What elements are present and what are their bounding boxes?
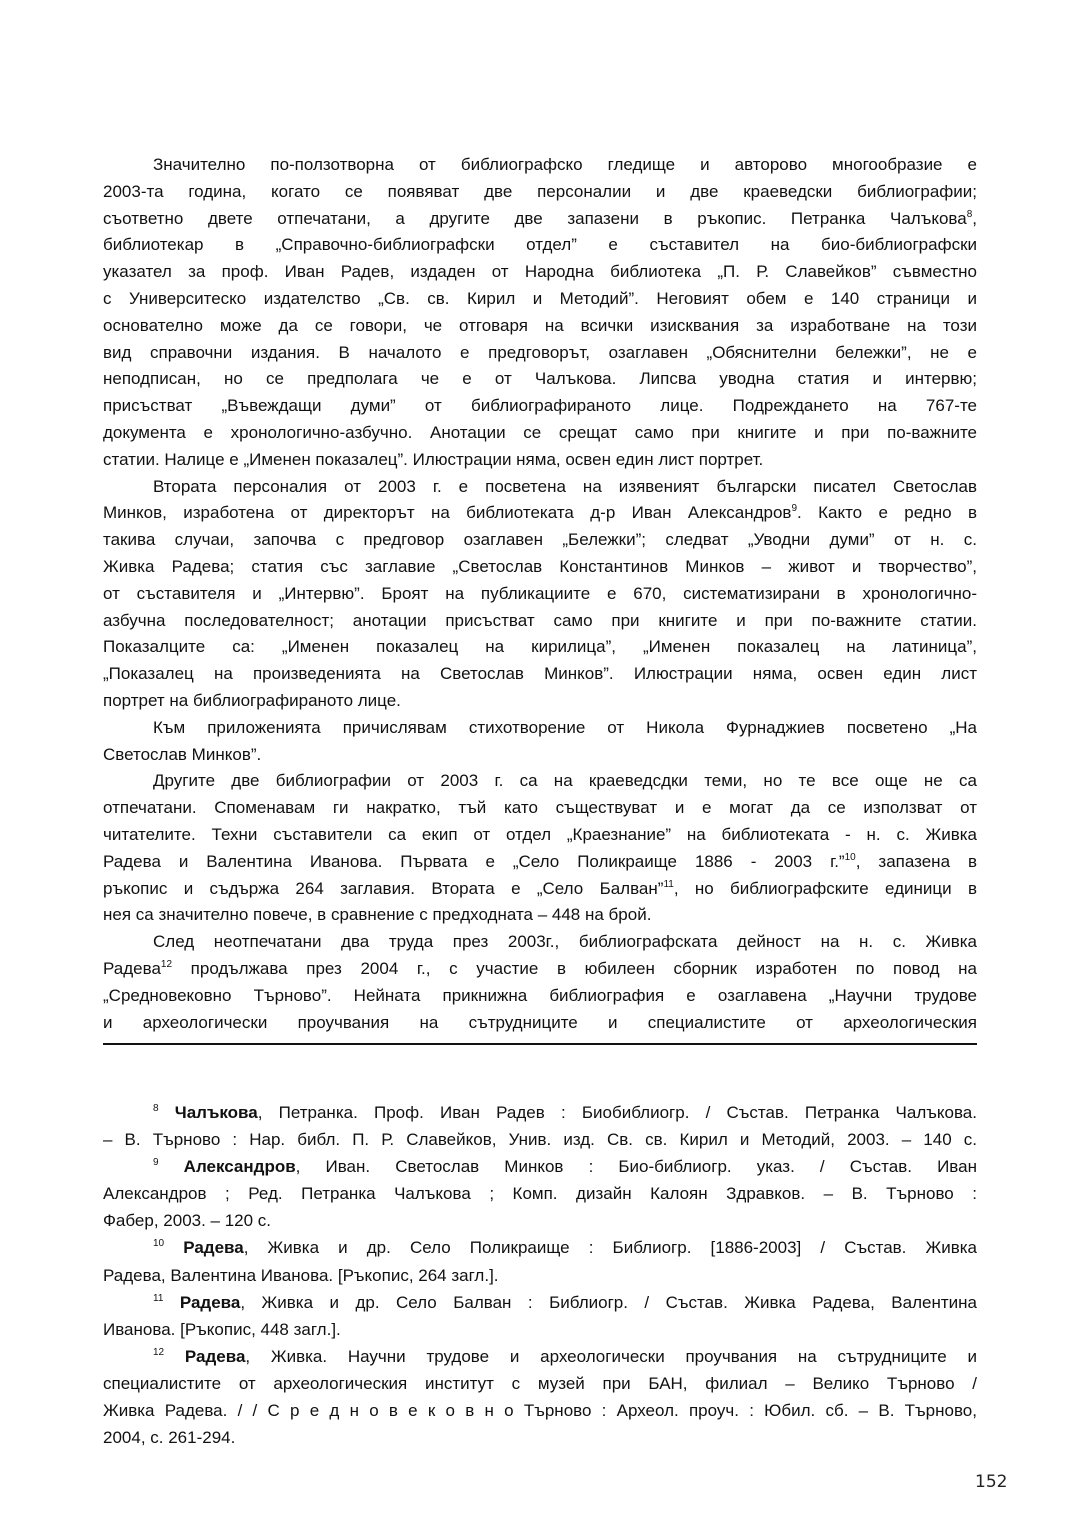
text-line: и археологически проучвания на сътрудниците и специалистите от археологическия [103,1012,977,1032]
text-line: $^{12}$ Радева, Живка. Научни трудове и археологически проучвания на сътрудниците и [153,1346,977,1366]
text-line: вид справочни издания. В началото е предговорът, озаглавен „Обяснителни бележки”, не е [103,342,977,362]
text-line: с Университеско издателство „Св. св. Кирил и Методий”. Неговият обем е 140 страници и [103,288,977,308]
text-line: 2003-та година, когато се появяват две персоналии и две краеведски библиографии; [103,181,977,201]
footnote-ref: 12 [153,1346,165,1358]
text-line: Радева, Валентина Иванова. [Ръкопис, 264 загл.]. [103,1265,499,1285]
text-line: Иванова. [Ръкопис, 448 загл.]. [103,1319,341,1339]
footnote-ref: 10 [153,1238,165,1250]
body-text [103,152,977,1036]
footnote-ref: 11 [153,1292,164,1304]
paragraph [103,715,977,769]
text-line: неподписан, но се предполага че е от Чалъкова. Липсва уводна статия и интервю; [103,369,977,389]
text-line: Към приложенията причислявам стихотворение от Никола Фурнаджиев посветено „На [153,717,977,737]
text-line: Другите две библиографии от 2003 г. са на краеведсдки теми, но те все още не са [153,771,977,791]
text-line: библиотекар в „Справочно-библиографски отдел” е съставител на био-библиографски [103,235,977,255]
text-line: $^{10}$ Радева, Живка и др. Село Поликраище : Библиогр. [1886-2003] / Състав. Живка [153,1238,977,1258]
text-line: ръкопис и съдържа 264 заглавия. Втората е „Село Балван”$^{11}$, но библиографските единици в [103,878,977,898]
text-line: Светослав Минков”. [103,744,262,764]
text-line: нея са значително повече, в сравнение с предходната – 448 на брой. [103,905,652,925]
author-name: Александров [183,1157,296,1177]
text-line: отпечатани. Споменавам ги накратко, тъй като съществуват и е могат да се използват от [103,798,977,818]
text-line: съответно двете отпечатани, а другите две запазени в ръкопис. Петранка Чалъкова$^8$, [103,208,977,228]
text-line: – В. Търново : Нар. библ. П. Р. Славейков, Унив. изд. Св. св. Кирил и Методий, 2003. – 140 с. [103,1130,977,1150]
text-line: „Показалец на произведенията на Светослав Минков”. Илюстрации няма, освен един лист [103,664,977,684]
text-line: такива случаи, започва с предговор озаглавен „Бележки”; следват „Уводни думи” от н. с. [103,530,977,550]
footnotes [103,1099,977,1451]
text-line: $^9$ Александров, Иван. Светослав Минков : Био-библиогр. указ. / Състав. Иван [153,1157,977,1177]
footnote-ref: 9 [791,503,797,515]
text-line: Живка Радева. / / С р е д н о в е к о в н о Търново : Археол. проуч. : Юбил. сб. – В. Търново, [103,1401,977,1421]
text-line: Радева$^{12}$ продължава през 2004 г., с участие в юбилеен сборник изработен по повод на [103,958,977,978]
text-line: от съставителя и „Интервю”. Броят на публикациите е 670, систематизирани в хронологично- [103,583,977,603]
paragraph [103,152,977,474]
footnote-ref: 9 [153,1157,159,1169]
text-line: $^{11}$ Радева, Живка и др. Село Балван : Библиогр. / Състав. Живка Радева, Валентина [153,1292,977,1312]
text-line: присъстват „Въвеждащи думи” от библиографираното лице. Подреждането на 767-те [103,396,977,416]
author-name: Чалъкова [174,1103,258,1122]
paragraph [103,768,977,929]
footnote [103,1343,977,1451]
text-line: статии. Налице е „Именен показалец”. Илюстрации няма, освен един лист портрет. [103,449,764,469]
text-line: Показалците са: „Именен показалец на кирилица”, „Именен показалец на латиница”, [103,637,977,657]
paragraph [103,474,977,715]
footnote [103,1099,977,1153]
author-name: Радева [179,1292,241,1312]
footnote-ref: 10 [844,851,856,863]
text-line: Фабер, 2003. – 120 с. [103,1211,272,1231]
text-line: Значително по-ползотворна от библиографско гледище и авторово многообразие е [153,155,977,174]
text-line: „Средновековно Търново”. Нейната прикнижна библиография е озаглавена „Научни трудове [103,985,977,1005]
text-line: азбучна последователност; анотации присъстват само при книгите и при по-важните статии. [103,610,977,630]
text-line: указател за проф. Иван Радев, издаден от Народна библиотека „П. Р. Славейков” съвместно [103,262,977,282]
footnote-ref: 8 [153,1103,159,1114]
footnote-separator [103,1043,977,1045]
text-line: Александров ; Ред. Петранка Чалъкова ; Комп. дизайн Калоян Здравков. – В. Търново : [103,1184,977,1204]
text-line: читателите. Техни съставители са екип от отдел „Краезнание” на библиотеката - н. с. Живка [103,824,977,844]
text-line: специалистите от археологическия институт с музей при БАН, филиал – Велико Търново / [103,1373,977,1393]
text-line: 2004, с. 261-294. [103,1428,236,1448]
text-line: $^8$ Чалъкова, Петранка. Проф. Иван Радев : Биобиблиогр. / Състав. Петранка Чалъкова. [153,1103,977,1122]
footnote-ref: 11 [663,878,674,890]
paragraph [103,929,977,1036]
text-line: основателно може да се говори, че отговаря на всички изисквания за изработване на този [103,315,977,335]
footnote-ref: 8 [966,208,973,220]
author-name: Радева [184,1346,246,1366]
footnote [103,1289,977,1343]
text-line: Живка Радева; статия със заглавие „Светослав Константинов Минков – живот и творчество”, [103,556,977,576]
footnote [103,1153,977,1234]
text-line: След неотпечатани два труда през 2003г., библиографската дейност на н. с. Живка [153,932,977,952]
text-line: документа е хронологично-азбучно. Анотации се срещат само при книгите и при по-важните [103,422,977,442]
footnote-ref: 12 [160,958,173,970]
text-line: портрет на библиографираното лице. [103,690,401,710]
page-number: 152 [975,1472,1008,1492]
text-line: Минков, изработена от директорът на библиотеката д-р Иван Александров$^9$. Както е редно в [103,503,977,523]
footnote [103,1234,977,1288]
text-line: Втората персоналия от 2003 г. е посветена на изявеният български писател Светослав [153,476,977,496]
author-name: Радева [183,1238,244,1258]
text-line: Радева и Валентина Иванова. Първата е „Село Поликраище 1886 - 2003 г.”$^{10}$, запазена в [103,851,978,871]
